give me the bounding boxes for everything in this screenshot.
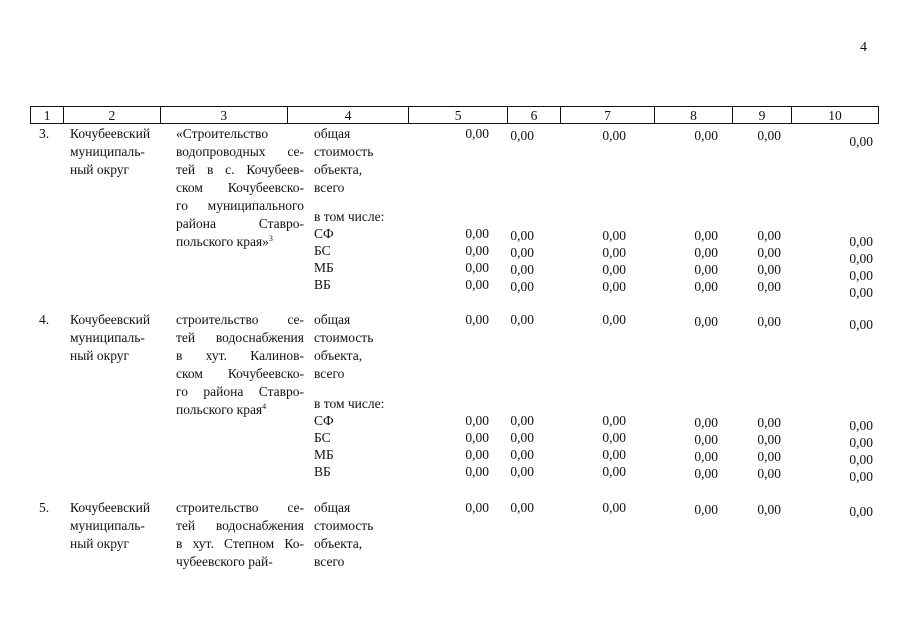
- header-cell-5: 5: [409, 107, 508, 123]
- source-value: 0,00: [694, 415, 718, 430]
- source-value: 0,00: [510, 413, 534, 428]
- cost-line: стоимость: [314, 330, 374, 345]
- total-value: 0,00: [757, 502, 781, 517]
- total-value: 0,00: [465, 126, 489, 141]
- object-line: чубеевского рай-: [176, 554, 273, 569]
- source-label: ВБ: [314, 464, 331, 479]
- source-value: 0,00: [757, 245, 781, 260]
- total-value: 0,00: [694, 502, 718, 517]
- source-label: СФ: [314, 226, 334, 241]
- cost-line: всего: [314, 554, 345, 569]
- source-value: 0,00: [465, 277, 489, 292]
- district-line: Кочубеевский: [70, 126, 151, 141]
- object-line: тей водоснабжения: [176, 518, 304, 533]
- object-line: водопроводных се-: [176, 144, 304, 159]
- source-label: БС: [314, 430, 331, 445]
- total-value: 0,00: [849, 504, 873, 519]
- cost-line: всего: [314, 366, 345, 381]
- source-value: 0,00: [694, 449, 718, 464]
- total-value: 0,00: [465, 500, 489, 515]
- table-header-row: [30, 106, 879, 124]
- source-value: 0,00: [849, 268, 873, 283]
- source-value: 0,00: [510, 464, 534, 479]
- including-label: в том числе:: [314, 209, 385, 224]
- district-line: Кочубеевский: [70, 312, 151, 327]
- object-line: ском Кочубеевско-: [176, 180, 304, 195]
- source-label: МБ: [314, 260, 334, 275]
- header-cell-4: 4: [288, 107, 409, 123]
- total-value: 0,00: [602, 128, 626, 143]
- district-line: муниципаль-: [70, 518, 145, 533]
- source-value: 0,00: [510, 262, 534, 277]
- source-value: 0,00: [757, 279, 781, 294]
- source-value: 0,00: [757, 262, 781, 277]
- source-value: 0,00: [602, 447, 626, 462]
- footnote-mark: 3: [268, 234, 273, 243]
- source-value: 0,00: [465, 430, 489, 445]
- source-label: МБ: [314, 447, 334, 462]
- cost-line: стоимость: [314, 144, 374, 159]
- source-value: 0,00: [465, 260, 489, 275]
- cost-line: объекта,: [314, 348, 363, 363]
- total-value: 0,00: [694, 314, 718, 329]
- source-label: ВБ: [314, 277, 331, 292]
- object-line: строительство се-: [176, 500, 304, 515]
- header-cell-6: 6: [508, 107, 561, 123]
- source-label: БС: [314, 243, 331, 258]
- source-value: 0,00: [694, 228, 718, 243]
- header-cell-3: 3: [161, 107, 289, 123]
- page-number: 4: [860, 40, 867, 55]
- source-value: 0,00: [465, 464, 489, 479]
- header-cell-7: 7: [561, 107, 655, 123]
- source-value: 0,00: [602, 245, 626, 260]
- source-value: 0,00: [602, 413, 626, 428]
- object-line: района Ставро-: [176, 216, 304, 231]
- total-value: 0,00: [510, 500, 534, 515]
- object-line: го муниципального: [176, 198, 304, 213]
- cost-line: объекта,: [314, 536, 363, 551]
- header-cell-2: 2: [64, 107, 160, 123]
- district-line: ный округ: [70, 162, 130, 177]
- district-line: муниципаль-: [70, 330, 145, 345]
- source-value: 0,00: [694, 279, 718, 294]
- cost-line: общая: [314, 126, 351, 141]
- source-value: 0,00: [602, 279, 626, 294]
- cost-line: стоимость: [314, 518, 374, 533]
- object-line: тей в с. Кочубеев-: [176, 162, 304, 177]
- source-value: 0,00: [849, 234, 873, 249]
- source-value: 0,00: [694, 466, 718, 481]
- source-value: 0,00: [510, 430, 534, 445]
- source-value: 0,00: [465, 226, 489, 241]
- source-value: 0,00: [849, 469, 873, 484]
- total-value: 0,00: [757, 314, 781, 329]
- source-value: 0,00: [602, 262, 626, 277]
- cost-line: общая: [314, 312, 351, 327]
- source-value: 0,00: [510, 279, 534, 294]
- district-line: Кочубеевский: [70, 500, 151, 515]
- source-value: 0,00: [602, 464, 626, 479]
- source-value: 0,00: [465, 447, 489, 462]
- district-line: ный округ: [70, 536, 130, 551]
- source-value: 0,00: [694, 245, 718, 260]
- source-value: 0,00: [602, 228, 626, 243]
- object-line: ском Кочубеевско-: [176, 366, 304, 381]
- district-line: ный округ: [70, 348, 130, 363]
- row-number: 4.: [39, 312, 50, 327]
- header-cell-9: 9: [733, 107, 792, 123]
- total-value: 0,00: [602, 312, 626, 327]
- source-value: 0,00: [757, 466, 781, 481]
- source-value: 0,00: [757, 449, 781, 464]
- source-value: 0,00: [757, 228, 781, 243]
- object-line: строительство се-: [176, 312, 304, 327]
- district-line: муниципаль-: [70, 144, 145, 159]
- source-value: 0,00: [849, 251, 873, 266]
- source-value: 0,00: [465, 413, 489, 428]
- row-number: 5.: [39, 500, 50, 515]
- total-value: 0,00: [510, 312, 534, 327]
- cost-line: общая: [314, 500, 351, 515]
- header-cell-1: 1: [31, 107, 64, 123]
- object-line: в хут. Степном Ко-: [176, 536, 304, 551]
- total-value: 0,00: [757, 128, 781, 143]
- source-value: 0,00: [849, 285, 873, 300]
- source-value: 0,00: [849, 452, 873, 467]
- source-value: 0,00: [602, 430, 626, 445]
- cost-line: всего: [314, 180, 345, 195]
- object-line: тей водоснабжения: [176, 330, 304, 345]
- source-value: 0,00: [849, 435, 873, 450]
- total-value: 0,00: [465, 312, 489, 327]
- header-cell-10: 10: [828, 108, 842, 123]
- row-number: 3.: [39, 126, 50, 141]
- total-value: 0,00: [849, 134, 873, 149]
- object-line: в хут. Калинов-: [176, 348, 304, 363]
- object-line: польского края$^4$: [176, 402, 267, 417]
- object-line: «Строительство: [176, 126, 269, 141]
- total-value: 0,00: [510, 128, 534, 143]
- cost-line: объекта,: [314, 162, 363, 177]
- source-value: 0,00: [510, 228, 534, 243]
- footnote-mark: 4: [262, 402, 267, 411]
- header-cell-8: 8: [655, 107, 733, 123]
- source-value: 0,00: [849, 418, 873, 433]
- including-label: в том числе:: [314, 396, 385, 411]
- source-value: 0,00: [510, 245, 534, 260]
- source-value: 0,00: [510, 447, 534, 462]
- total-value: 0,00: [694, 128, 718, 143]
- total-value: 0,00: [849, 317, 873, 332]
- source-label: СФ: [314, 413, 334, 428]
- total-value: 0,00: [602, 500, 626, 515]
- source-value: 0,00: [465, 243, 489, 258]
- object-line: го района Ставро-: [176, 384, 304, 399]
- object-line: польского края»$^3$: [176, 234, 273, 249]
- source-value: 0,00: [694, 262, 718, 277]
- source-value: 0,00: [757, 415, 781, 430]
- source-value: 0,00: [694, 432, 718, 447]
- source-value: 0,00: [757, 432, 781, 447]
